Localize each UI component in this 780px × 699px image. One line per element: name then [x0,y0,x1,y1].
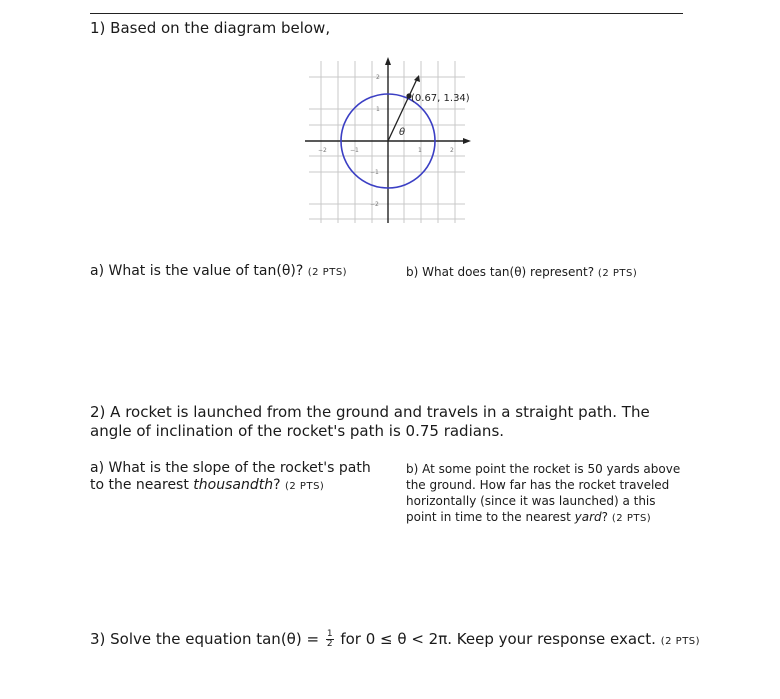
question-1a [90,263,347,281]
fraction [326,630,334,649]
question-2b-emphasis: yard [574,510,602,524]
points-label: (2 PTS) [307,267,348,278]
point-label: (0.67, 1.34) [411,93,470,104]
x-axis-arrow-icon [463,138,471,144]
x-tick-label: −2 [318,147,327,154]
fraction-numerator: 1 [326,629,333,639]
grid [309,61,465,223]
question-2-prompt: 2) A rocket is launched from the ground and travels in a straight path. The angle of inclination of the rocket's path is 0.75 radians. [90,403,650,440]
question-2a [90,460,380,495]
question-3-prefix: 3) Solve the equation tan(θ) = [90,630,320,648]
question-3 [90,630,700,651]
y-tick-label: −1 [370,169,379,176]
x-tick-label: 2 [450,147,454,154]
fraction-denominator: 2 [326,639,333,649]
unit-circle-diagram [303,55,473,227]
points-label: (2 PTS) [611,513,652,524]
x-tick-label: −1 [350,147,359,154]
y-axis-arrow-icon [385,57,391,65]
question-2a-emphasis: thousandth [193,477,274,493]
top-rule [90,13,683,14]
points-label: (2 PTS) [660,636,701,647]
question-1b-text: b) What does tan(θ) represent? [406,265,595,279]
question-3-middle: for 0 ≤ θ < 2π. Keep your response exact. [340,630,656,648]
axes [305,61,467,223]
points-label: (2 PTS) [284,481,325,492]
question-2a-suffix: ? [273,477,281,493]
question-2b-suffix: ? [601,510,609,524]
y-tick-label: 2 [376,74,380,81]
question-2b [406,461,686,527]
angle-label: θ [399,127,406,138]
question-1b [406,264,637,282]
question-1a-text: a) What is the value of tan(θ)? [90,263,304,279]
question-2a-line2-prefix: to the nearest [90,477,189,493]
question-2b-text: b) At some point the rocket is 50 yards above the ground. How far has the rocket traveled horizontally (since it was launched) a this point in time to the nearest [406,462,681,524]
question-2a-line1: a) What is the slope of the rocket's path [90,460,371,476]
y-tick-label: −2 [370,201,379,208]
question-1-prompt: 1) Based on the diagram below, [90,19,331,37]
ray-arrow-icon [414,75,420,82]
y-tick-label: 1 [376,106,380,113]
points-label: (2 PTS) [597,268,638,279]
x-tick-label: 1 [418,147,422,154]
